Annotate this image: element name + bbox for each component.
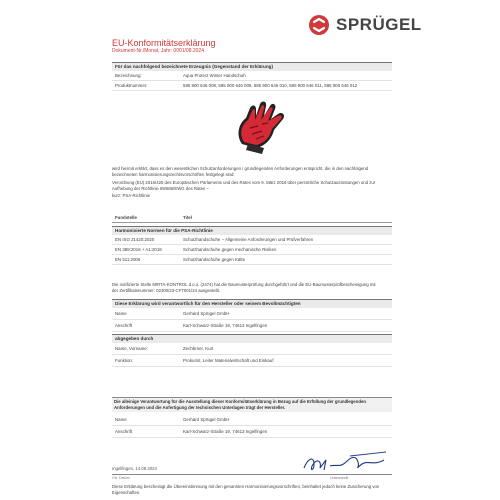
regulation-line-1: Verordnung (EU) 2016/425 des Europäischen Parlaments und des Rates vom 9. März 2016 über persönliche Schutzausrüstungen und zur	[112, 180, 376, 185]
table-header	[112, 213, 392, 223]
brand-logo	[308, 14, 422, 36]
row-key: Funktion:	[115, 358, 134, 363]
row-value: Prokurist, Leiter Materialwirtschaft und Einkauf	[183, 358, 274, 363]
signatory-heading: Diese Erklärung wird verantwortlich für den Hersteller oder seinem Bevollmächtigten	[112, 299, 392, 308]
column-header: Titel	[183, 215, 192, 220]
spruegel-logo-icon	[308, 14, 330, 36]
manufacturer-section	[112, 414, 392, 438]
place-date-label: Ort, Datum	[112, 476, 130, 480]
table-row	[112, 245, 392, 255]
signature-label: Unterschrift	[330, 476, 349, 480]
table-row	[112, 71, 392, 81]
product-heading: Für das nachfolgend bezeichnete Erzeugnis (Gegenstand der Erklärung)	[112, 62, 392, 71]
signature-line	[112, 474, 392, 475]
table-row	[112, 255, 392, 265]
row-key: Anschrift	[115, 429, 133, 434]
row-value: Schutzhandschuhe gegen Kälte	[183, 257, 246, 262]
row-key: Name	[115, 311, 127, 316]
row-value: 585 900 646 008, 585 900 646 009, 585 900 646 010, 585 900 646 011, 585 900 646 012	[183, 83, 358, 88]
row-value: Aqua Protect Winter Handschuh	[183, 73, 246, 78]
table-row	[112, 343, 392, 355]
table-row	[112, 308, 392, 320]
signatory-subheading: abgegeben durch	[112, 334, 392, 343]
table-row	[112, 426, 392, 438]
standards-table	[112, 213, 392, 265]
table-row	[112, 414, 392, 426]
signatory-section	[112, 299, 392, 367]
row-value: Karl-Schwarz-Straße 19, 74613 Ingelfingen	[183, 429, 268, 434]
glove-image	[228, 98, 300, 158]
table-row	[112, 320, 392, 332]
product-section	[112, 62, 392, 91]
row-key: Produktnummer:	[115, 83, 148, 88]
row-key: Name, Vorname:	[115, 346, 148, 351]
regulation-line-2: Aufhebung der Richtlinie 89/686/EWG des Rates –	[112, 186, 209, 191]
table-row	[112, 235, 392, 245]
row-key: EN ISO 21420:2020	[115, 237, 155, 242]
brand-name: SPRÜGEL	[336, 15, 422, 34]
doc-number: Dokument-Nr./Monat, Jahr: 0001/08.2024	[112, 48, 204, 54]
table-row	[112, 81, 392, 91]
responsibility-text: Die alleinige Verantwortung für die Ausstellung dieser Konformitätserklärung in Bezug auf die Erfüllung der grundlegenden Anforderungen und die Anfertigung der technischen Unterlagen trägt der Hersteller.	[112, 397, 392, 412]
row-key: EN 388:2016 + A1:2018	[115, 247, 162, 252]
place-date: Ingelfingen, 14.08.2024	[112, 466, 157, 471]
row-key: Bezeichnung:	[115, 73, 142, 78]
row-value: Gerhard Sprügel GmbH	[183, 417, 230, 422]
standards-heading: Harmonisierte Normen für die PSA-Richtlinie	[112, 226, 392, 235]
row-key: EN 511:2006	[115, 257, 141, 262]
row-value: Gerhard Sprügel GmbH	[183, 311, 230, 316]
table-row	[112, 355, 392, 367]
column-header: Fundstelle	[115, 215, 137, 220]
notified-body-line-1: Die notifizierte Stelle MIRTA-KONTROL d.o.o. (2474) hat die Baumusterprüfung durchgeführt und die EU-Baumusterprüfbescheinigung mit	[112, 282, 376, 287]
row-key: Name	[115, 417, 127, 422]
row-value: Schutzhandschuhe gegen mechanische Risiken	[183, 247, 277, 252]
row-key: Anschrift	[115, 323, 133, 328]
row-value: Zechbrner, Kurt	[183, 346, 214, 351]
footer-note: Diese Erklärung bescheinigt die Übereinstimmung mit den genannten Harmonisierungsvorschriften, beinhaltet jedoch keine Zusicherung von Eigenschaften.	[112, 484, 380, 495]
regulation-line-3: kurz: PSA-Richtlinie	[112, 193, 150, 198]
row-value: Karl-Schwarz-Straße 19, 74613 Ingelfingen	[183, 323, 268, 328]
row-value: Schutzhandschuhe – Allgemeine Anforderungen und Prüfverfahren	[183, 237, 314, 242]
notified-body-line-2: der Zertifikatsnummer: 02300/23-CFT001/24 ausgestellt.	[112, 288, 220, 293]
doc-title: EU-Konformitätserklärung	[112, 38, 216, 48]
declaration-intro: wird hiermit erklärt, dass es den wesentlichen Schutzanforderungen / grundlegenden Anforderungen entspricht, die in den nachfolgend bezeichneten harmonisierungsrechtsvorschriften festgelegt sind:	[112, 166, 369, 177]
